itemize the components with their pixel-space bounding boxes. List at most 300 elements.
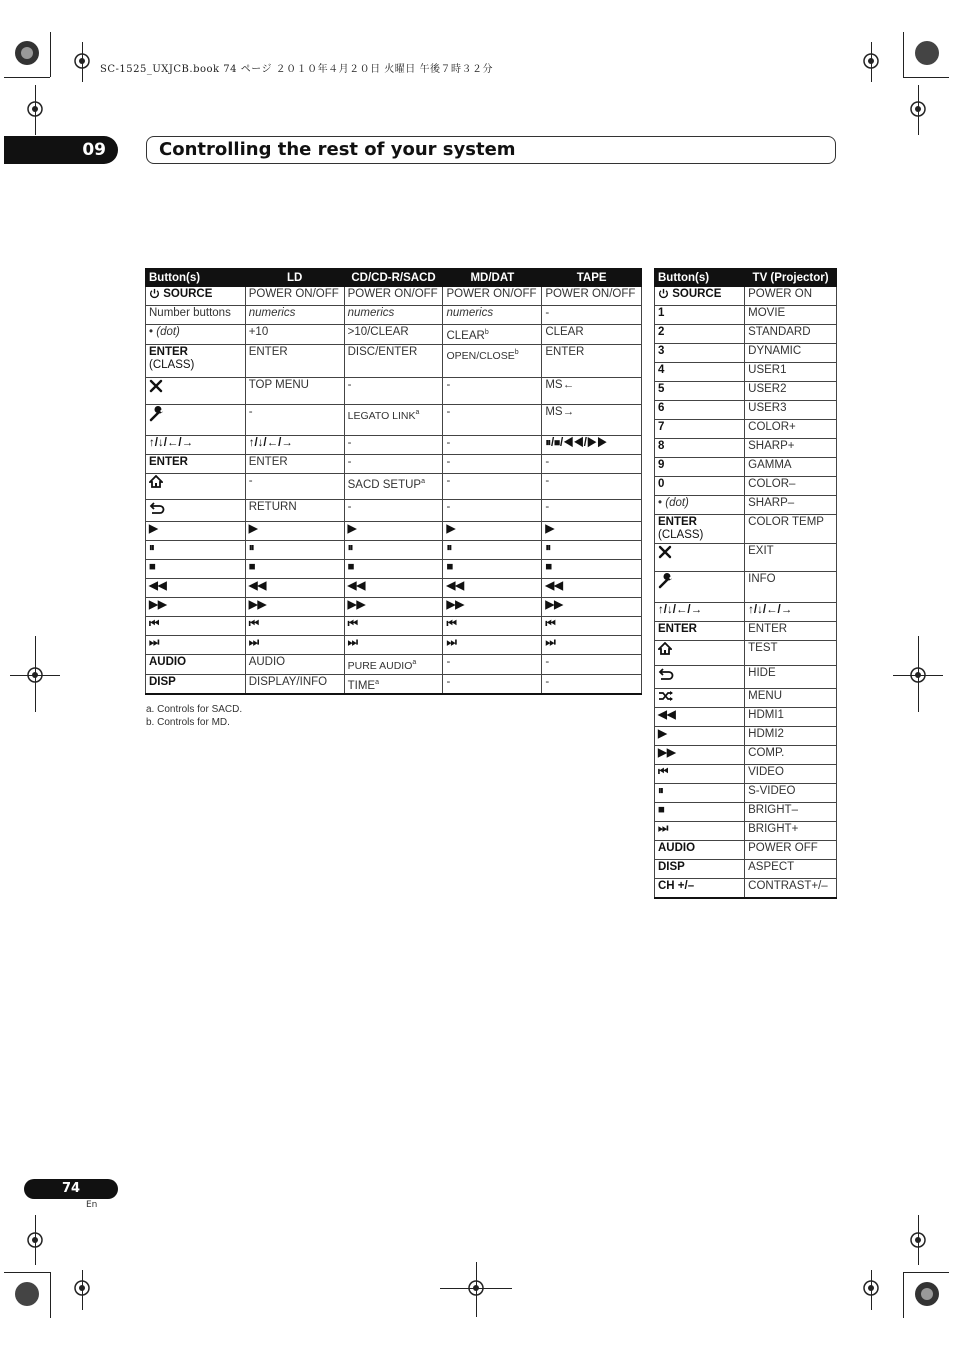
table-row: [655, 746, 837, 765]
button-cell: [655, 879, 745, 898]
button-cell: [146, 404, 246, 435]
button-symbol: ◀◀: [149, 579, 167, 592]
button-cell: [655, 306, 745, 325]
button-cell: [146, 473, 246, 499]
function-value: -: [347, 500, 352, 513]
button-label: SOURCE: [672, 288, 722, 300]
crosshair-icon: [22, 1227, 48, 1253]
button-cell: [655, 765, 745, 784]
column-header: CD/CD-R/SACD: [344, 269, 443, 287]
button-cell: [655, 841, 745, 860]
cell-tape: [542, 325, 642, 345]
button-symbol: ⏸: [658, 785, 664, 797]
footnote-a: a. Controls for SACD.: [146, 704, 243, 715]
x-icon: [658, 546, 672, 558]
function-value: numerics: [446, 307, 494, 319]
cell-tv: [745, 841, 837, 860]
function-value: USER2: [748, 383, 787, 395]
function-value: -: [446, 655, 451, 668]
cell-ld: [245, 654, 344, 674]
function-value: ■: [347, 560, 355, 573]
cell-cd: [344, 578, 443, 597]
function-value: numerics: [347, 307, 395, 319]
footnote-b: b. Controls for MD.: [146, 717, 230, 728]
button-cell: [146, 435, 246, 454]
cell-ld: [245, 578, 344, 597]
function-value: ⏮: [446, 617, 457, 630]
function-value: VIDEO: [748, 766, 784, 778]
function-value: ■: [248, 560, 256, 573]
function-value: GAMMA: [748, 459, 792, 471]
cell-md: [443, 521, 542, 540]
function-value: USER1: [748, 364, 787, 376]
function-value: COLOR TEMP: [748, 516, 824, 528]
button-label: AUDIO: [149, 655, 187, 668]
crosshair-icon: [905, 1227, 931, 1253]
cell-md: OPEN/CLOSE$^b$: [443, 344, 542, 377]
tv-projector-table: [654, 268, 837, 899]
function-value: -: [545, 474, 550, 487]
cell-cd: SACD SETUP$^a$: [344, 473, 443, 499]
function-value: DYNAMIC: [748, 345, 802, 357]
table-row: [655, 477, 837, 496]
function-value: ⏸: [347, 541, 354, 554]
function-value: ◀◀: [446, 579, 465, 592]
button-cell: [655, 603, 745, 622]
column-header: Button(s): [655, 269, 745, 287]
wrench-icon: [658, 575, 674, 587]
button-symbol: ⏭: [149, 636, 160, 649]
function-value: HDMI1: [748, 709, 784, 721]
function-value: INFO: [748, 573, 776, 585]
function-value: DISC/ENTER: [347, 345, 418, 358]
cell-tv: [745, 287, 837, 306]
button-label: 4: [658, 364, 665, 376]
function-value: HIDE: [748, 667, 776, 679]
cell-tv: [745, 382, 837, 401]
column-header: TAPE: [542, 269, 642, 287]
table-row: [146, 435, 642, 454]
cell-tv: [745, 325, 837, 344]
button-cell: [655, 382, 745, 401]
table-row: [146, 578, 642, 597]
button-cell: [655, 860, 745, 879]
cell-ld: [245, 473, 344, 499]
function-value: -: [545, 675, 550, 688]
table-row: [655, 603, 837, 622]
cell-cd: [344, 521, 443, 540]
cell-cd: PURE AUDIO$^a$: [344, 654, 443, 674]
table-row: [146, 559, 642, 578]
function-value: -: [446, 500, 451, 513]
table-row: [655, 641, 837, 666]
cell-md: [443, 635, 542, 654]
button-cell: [146, 559, 246, 578]
function-value: +10: [248, 326, 269, 338]
crosshair-icon: [858, 48, 884, 74]
power-icon: [149, 288, 160, 300]
function-value: COMP.: [748, 747, 785, 759]
button-cell: ENTER (CLASS): [146, 344, 246, 377]
cell-ld: [245, 454, 344, 473]
cell-tape: [542, 559, 642, 578]
cell-tv: [745, 458, 837, 477]
table-row: [146, 499, 642, 521]
function-value: MS←: [545, 378, 575, 391]
button-cell: [146, 674, 246, 694]
cell-tape: [542, 377, 642, 404]
cell-cd: [344, 377, 443, 404]
function-value: -: [446, 455, 451, 468]
button-symbol: ⏮: [658, 766, 669, 778]
return-icon: [658, 668, 674, 680]
column-header: LD: [245, 269, 344, 287]
cell-ld: [245, 521, 344, 540]
table-row: [655, 841, 837, 860]
function-value: MENU: [748, 690, 783, 702]
cell-tape: [542, 404, 642, 435]
function-value: ⏭: [347, 636, 358, 649]
cell-ld: [245, 674, 344, 694]
button-cell: [146, 377, 246, 404]
function-value: CONTRAST+/–: [748, 880, 828, 892]
crosshair-icon: [69, 48, 95, 74]
crosshair-icon: [69, 1275, 95, 1301]
function-value: ▶▶: [248, 598, 267, 611]
table-row: [655, 325, 837, 344]
table-row: [655, 622, 837, 641]
button-cell: [146, 578, 246, 597]
table-row: [146, 521, 642, 540]
table-row: [655, 344, 837, 363]
button-cell: [655, 708, 745, 727]
cell-cd: [344, 635, 443, 654]
button-label: 9: [658, 459, 665, 471]
cell-tape: [542, 674, 642, 694]
table-row: [655, 306, 837, 325]
button-cell: [655, 666, 745, 689]
button-cell: [655, 363, 745, 382]
cell-tv: [745, 306, 837, 325]
table-row: [146, 306, 642, 325]
cell-ld: [245, 635, 344, 654]
cell-tv: [745, 746, 837, 765]
table-row: [146, 635, 642, 654]
cell-md: [443, 435, 542, 454]
cell-tape: [542, 454, 642, 473]
cell-tape: [542, 306, 642, 325]
button-symbol: ▶: [149, 522, 158, 535]
function-value: OPEN/CLOSE: [446, 349, 515, 362]
cell-cd: LEGATO LINK$^a$: [344, 404, 443, 435]
button-cell: [655, 477, 745, 496]
button-cell: [655, 420, 745, 439]
function-value: MOVIE: [748, 307, 786, 319]
column-header: TV (Projector): [745, 269, 837, 287]
cell-md: [443, 597, 542, 616]
table-row: [655, 401, 837, 420]
function-value: POWER ON/OFF: [248, 288, 339, 300]
button-cell: [655, 287, 745, 306]
cell-cd: [344, 499, 443, 521]
function-value: TIME: [347, 679, 376, 692]
button-cell: [655, 803, 745, 822]
table-row: [655, 287, 837, 306]
cell-tv: [745, 363, 837, 382]
button-label: ENTER: [658, 516, 697, 528]
table-row: [146, 674, 642, 694]
button-cell: [655, 689, 745, 708]
cell-md: [443, 616, 542, 635]
cell-ld: [245, 404, 344, 435]
table-row: [655, 708, 837, 727]
function-value: ⏸: [446, 541, 453, 554]
cell-tape: [542, 616, 642, 635]
cell-md: [443, 499, 542, 521]
button-cell: [655, 325, 745, 344]
cell-ld: [245, 325, 344, 345]
button-cell: [655, 822, 745, 841]
cell-cd: [344, 287, 443, 306]
function-value: ■: [446, 560, 454, 573]
chapter-title: Controlling the rest of your system: [146, 136, 836, 164]
table-row: [146, 654, 642, 674]
button-cell: [146, 616, 246, 635]
button-cell: • (dot): [146, 325, 246, 345]
button-cell: [146, 597, 246, 616]
button-label: CH +/–: [658, 880, 695, 892]
cell-md: [443, 654, 542, 674]
function-value: CLEAR: [446, 329, 485, 342]
crosshair-icon: [858, 1275, 884, 1301]
cell-tape: [542, 597, 642, 616]
function-value: EXIT: [748, 545, 774, 557]
function-value: POWER ON/OFF: [347, 288, 438, 300]
registration-mark-icon: [914, 40, 940, 66]
button-label: 0: [658, 478, 665, 490]
wrench-icon: [149, 408, 165, 420]
button-label: 6: [658, 402, 665, 414]
function-value: ▶▶: [446, 598, 465, 611]
cell-cd: [344, 597, 443, 616]
function-value: -: [446, 378, 451, 391]
function-value: STANDARD: [748, 326, 811, 338]
function-value: AUDIO: [248, 655, 286, 668]
function-value: -: [446, 474, 451, 487]
button-cell: [655, 344, 745, 363]
cell-tape: [542, 654, 642, 674]
function-value: BRIGHT–: [748, 804, 798, 816]
button-label: ENTER: [149, 455, 188, 468]
function-value: -: [446, 675, 451, 688]
cell-tv: [745, 344, 837, 363]
cell-tape: [542, 344, 642, 377]
cell-tv: [745, 666, 837, 689]
cell-ld: [245, 306, 344, 325]
function-value: USER3: [748, 402, 787, 414]
table-row: [655, 572, 837, 603]
button-cell: [146, 287, 246, 306]
function-value: ENTER: [248, 345, 288, 358]
button-cell: [146, 306, 246, 325]
function-value: POWER OFF: [748, 842, 818, 854]
cell-tv: [745, 803, 837, 822]
crosshair-icon: [463, 1275, 489, 1301]
button-cell: [655, 784, 745, 803]
function-value: -: [347, 378, 352, 391]
cell-md: CLEAR$^b$: [443, 325, 542, 345]
function-value: ⏸: [545, 541, 552, 554]
button-label: 1: [658, 307, 665, 319]
table-row: [655, 666, 837, 689]
language-label: En: [86, 1200, 98, 1210]
button-symbol: ■: [658, 804, 665, 816]
function-value: S-VIDEO: [748, 785, 796, 797]
cell-tv: [745, 439, 837, 458]
cell-ld: [245, 559, 344, 578]
shuffle-icon: [658, 690, 674, 702]
function-value: ▶▶: [545, 598, 564, 611]
cell-md: [443, 287, 542, 306]
button-cell: [655, 439, 745, 458]
button-cell: [655, 641, 745, 666]
function-value: ▶: [347, 522, 357, 535]
cell-md: [443, 559, 542, 578]
function-value: ▶: [545, 522, 555, 535]
cell-tv: [745, 401, 837, 420]
cell-tv: [745, 765, 837, 784]
table-row: [655, 879, 837, 898]
button-cell: [655, 746, 745, 765]
cell-tv: [745, 860, 837, 879]
chapter-number: 09: [4, 136, 118, 164]
function-value: PURE AUDIO: [347, 659, 413, 672]
cell-tape: [542, 540, 642, 559]
function-value: ▶: [446, 522, 456, 535]
cell-tape: [542, 635, 642, 654]
function-value: ▶▶: [347, 598, 366, 611]
crosshair-icon: [905, 96, 931, 122]
function-value: SHARP–: [748, 497, 795, 509]
return-icon: [149, 501, 165, 513]
registration-mark-icon: [14, 1281, 40, 1307]
table-row: [146, 404, 642, 435]
function-value: ◀◀: [248, 579, 267, 592]
table-row: [655, 382, 837, 401]
table-row: [146, 473, 642, 499]
table-row: [146, 325, 642, 345]
cell-cd: [344, 454, 443, 473]
table-row: [655, 803, 837, 822]
page-number: 74: [24, 1179, 118, 1199]
av-device-table: [145, 268, 642, 695]
button-cell: [655, 622, 745, 641]
table-row: [655, 363, 837, 382]
button-cell: [146, 540, 246, 559]
cell-tape: [542, 499, 642, 521]
cell-ld: [245, 344, 344, 377]
registration-mark-icon: [914, 1281, 940, 1307]
power-icon: [658, 288, 669, 300]
cell-md: [443, 473, 542, 499]
button-cell: [655, 458, 745, 477]
function-value: RETURN: [248, 500, 297, 513]
table-row: [655, 458, 837, 477]
cell-cd: [344, 325, 443, 345]
table-row: [146, 454, 642, 473]
button-symbol: ⏭: [658, 823, 669, 835]
cell-ld: [245, 616, 344, 635]
cell-tv: [745, 822, 837, 841]
column-header: Button(s): [146, 269, 246, 287]
cell-tape: [542, 473, 642, 499]
function-value: POWER ON/OFF: [446, 288, 537, 300]
function-value: ENTER: [248, 455, 288, 468]
cell-ld: [245, 287, 344, 306]
function-value: ⏭: [545, 636, 556, 649]
table-row: [146, 377, 642, 404]
cell-md: [443, 404, 542, 435]
cell-tv: [745, 727, 837, 746]
button-cell: [146, 654, 246, 674]
button-cell: [146, 499, 246, 521]
crosshair-icon: [22, 96, 48, 122]
button-label: 7: [658, 421, 665, 433]
table-row: [655, 765, 837, 784]
cell-md: [443, 540, 542, 559]
function-value: -: [545, 500, 550, 513]
function-value: TOP MENU: [248, 378, 309, 391]
function-value: COLOR–: [748, 478, 796, 490]
function-value: ⏮: [248, 617, 260, 630]
function-value: ↑/↓/←/→: [248, 436, 293, 449]
button-symbol: ▶: [658, 728, 667, 740]
cell-tv: [745, 544, 837, 572]
cell-tv: [745, 708, 837, 727]
cell-tape: [542, 287, 642, 306]
button-label: ↑/↓/←/→: [149, 436, 194, 449]
column-header: MD/DAT: [443, 269, 542, 287]
crosshair-icon: [905, 662, 931, 688]
function-value: ENTER: [748, 623, 788, 635]
button-label: SOURCE: [163, 288, 213, 300]
button-label: 3: [658, 345, 665, 357]
cell-tv: [745, 572, 837, 603]
cell-tv: [745, 784, 837, 803]
button-label: ENTER: [149, 345, 188, 358]
function-value: -: [545, 307, 550, 319]
button-label: ↑/↓/←/→: [658, 604, 703, 616]
cell-ld: [245, 377, 344, 404]
function-value: ◀◀: [545, 579, 564, 592]
function-value: SACD SETUP: [347, 478, 422, 491]
button-label: ENTER: [658, 623, 697, 635]
function-value: -: [545, 455, 550, 468]
cell-tv: [745, 641, 837, 666]
table-row: [655, 784, 837, 803]
button-label: 8: [658, 440, 665, 452]
button-label: 2: [658, 326, 665, 338]
cell-tv: [745, 879, 837, 898]
function-value: -: [446, 436, 451, 449]
function-value: -: [248, 474, 253, 487]
function-value: ■: [545, 560, 553, 573]
button-cell: [655, 727, 745, 746]
function-value: TEST: [748, 642, 778, 654]
button-cell: [146, 635, 246, 654]
table-row: [655, 689, 837, 708]
cell-cd: TIME$^a$: [344, 674, 443, 694]
